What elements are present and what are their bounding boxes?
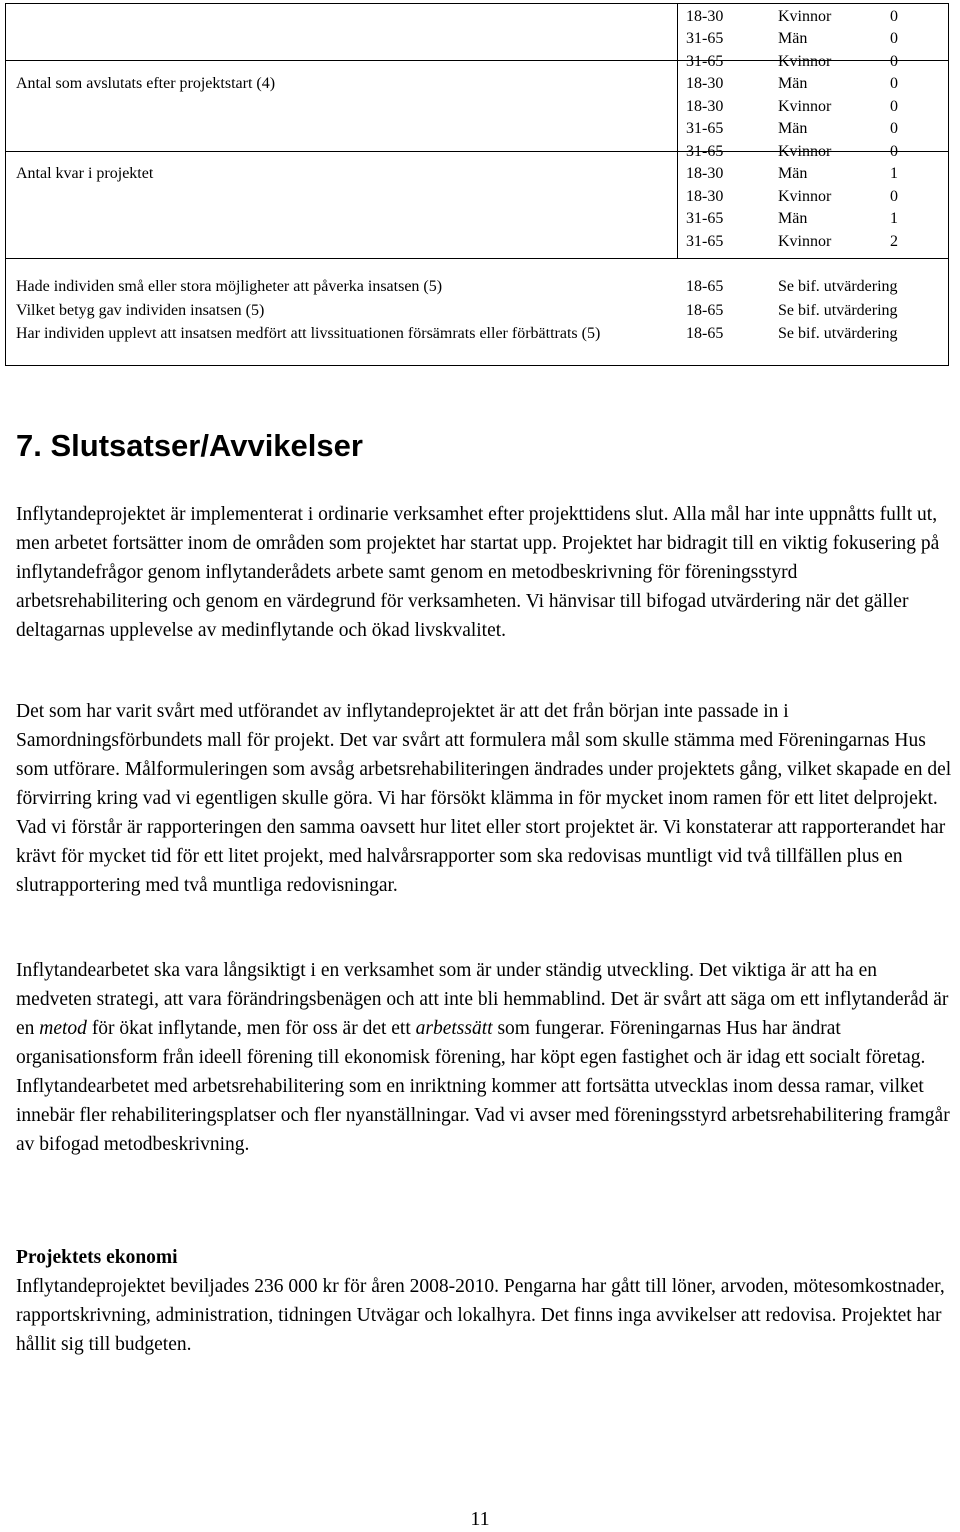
count-cell: 2 xyxy=(890,233,898,250)
paragraph-text: Inflytandearbetet ska vara långsiktigt i en verksamhet som är under ständig utveckling. Det viktiga är att ha en medveten strategi, att vara förändringsbenägen och att inte bli hemmablind. Det är svårt att säga om ett inflytanderåd är en xyxy=(16,960,949,1039)
paragraph-text: som fungerar. Föreningarnas Hus har ändrat organisationsform från ideell förening till ekonomisk förening, har köpt egen fastighet och är idag ett socialt företag. Inflytandearbetet med arbetsrehabilitering som en inriktning kommer att fortsätta utvecklas inom dessa ramar, vilket innebär fler rehabiliteringsplatser och fler nyanställningar. Vad vi avser med föreningsstyrd arbetsrehabilitering framgår av bifogad metodbeskrivning. xyxy=(16,1018,950,1155)
paragraph xyxy=(16,956,952,1159)
evaluation-cell: Se bif. utvärdering xyxy=(778,302,898,319)
sex-cell: Kvinnor xyxy=(778,233,832,250)
count-cell: 0 xyxy=(890,120,898,137)
sex-cell: Män xyxy=(778,165,808,182)
age-cell: 18-65 xyxy=(686,278,724,295)
sex-cell: Män xyxy=(778,30,808,47)
age-cell: 31-65 xyxy=(686,53,724,70)
participant-table xyxy=(5,3,949,366)
age-cell: 18-30 xyxy=(686,8,724,25)
age-cell: 18-65 xyxy=(686,325,724,342)
count-cell: 0 xyxy=(890,53,898,70)
paragraph: Inflytandeprojektet beviljades 236 000 kr för åren 2008-2010. Pengarna har gått till löner, arvoden, mötesomkostnader, rapportskrivning, administration, tidningen Utvägar och lokalhyra. Det finns inga avvikelser att redovisa. Projektet har hållit sig till budgeten. xyxy=(16,1276,945,1355)
count-cell: 0 xyxy=(890,30,898,47)
age-cell: 31-65 xyxy=(686,143,724,160)
count-cell: 0 xyxy=(890,143,898,160)
evaluation-cell: Se bif. utvärdering xyxy=(778,278,898,295)
sex-cell: Kvinnor xyxy=(778,98,832,115)
sex-cell: Män xyxy=(778,210,808,227)
paragraph-text: för ökat inflytande, men för oss är det ett xyxy=(86,1018,416,1039)
paragraph: Det som har varit svårt med utförandet av inflytandeprojektet är att det från början inte passade in i Samordningsförbundets mall för projekt. Det var svårt att formulera mål som skulle stämma med Föreningarnas Hus som utförare. Målformuleringen som avsåg arbetsrehabiliteringen ändrades under projektets gång, vilket skapade en del förvirring kring vad vi egentligen skulle göra. Vi har försökt klämma in för mycket inom ramen för ett litet delprojekt. Vad vi förstår är rapporteringen den samma oavsett hur litet eller stort projektet är. Vi konstaterar att rapporterandet har krävt för mycket tid för ett litet projekt, med halvårsrapporter som ska redovisas muntligt vid två tillfällen plus en slutrapportering med två muntliga redovisningar. xyxy=(16,701,952,896)
age-cell: 31-65 xyxy=(686,233,724,250)
count-cell: 1 xyxy=(890,165,898,182)
age-cell: 31-65 xyxy=(686,210,724,227)
sex-cell: Kvinnor xyxy=(778,8,832,25)
age-cell: 18-30 xyxy=(686,188,724,205)
count-cell: 1 xyxy=(890,210,898,227)
sex-cell: Kvinnor xyxy=(778,143,832,160)
question-label: Vilket betyg gav individen insatsen (5) xyxy=(16,302,265,319)
emphasis: arbetssätt xyxy=(415,1018,493,1039)
count-cell: 0 xyxy=(890,98,898,115)
age-cell: 18-65 xyxy=(686,302,724,319)
row-label: Antal som avslutats efter projektstart (4) xyxy=(16,75,276,92)
age-cell: 31-65 xyxy=(686,120,724,137)
evaluation-cell: Se bif. utvärdering xyxy=(778,325,898,342)
age-cell: 18-30 xyxy=(686,165,724,182)
row-divider xyxy=(6,258,948,259)
row-label: Antal kvar i projektet xyxy=(16,165,154,182)
sex-cell: Kvinnor xyxy=(778,188,832,205)
subheading: Projektets ekonomi xyxy=(16,1247,178,1268)
sex-cell: Kvinnor xyxy=(778,53,832,70)
page-number: 11 xyxy=(470,1508,490,1530)
paragraph: Inflytandeprojektet är implementerat i ordinarie verksamhet efter projekttidens slut. Alla mål har inte uppnåtts fullt ut, men arbetet fortsätter inom de områden som projektet har startat upp. Projektet har bidragit till en viktig fokusering på inflytandefrågor genom inflytanderådets arbete samt genom en metodbeskrivning för föreningsstyrd arbetsrehabilitering och genom en värdegrund för verksamheten. Vi hänvisar till bifogad utvärdering när det gäller deltagarnas upplevelse av medinflytande och ökad livskvalitet. xyxy=(16,504,940,641)
question-label: Hade individen små eller stora möjligheter att påverka insatsen (5) xyxy=(16,278,443,295)
section-heading: 7. Slutsatser/Avvikelser xyxy=(16,428,363,463)
column-divider xyxy=(677,4,678,258)
count-cell: 0 xyxy=(890,8,898,25)
age-cell: 18-30 xyxy=(686,98,724,115)
sex-cell: Män xyxy=(778,120,808,137)
emphasis: metod xyxy=(39,1018,87,1039)
count-cell: 0 xyxy=(890,188,898,205)
age-cell: 31-65 xyxy=(686,30,724,47)
count-cell: 0 xyxy=(890,75,898,92)
age-cell: 18-30 xyxy=(686,75,724,92)
sex-cell: Män xyxy=(778,75,808,92)
question-label: Har individen upplevt att insatsen medfört att livssituationen försämrats eller förbättrats (5) xyxy=(16,325,601,342)
